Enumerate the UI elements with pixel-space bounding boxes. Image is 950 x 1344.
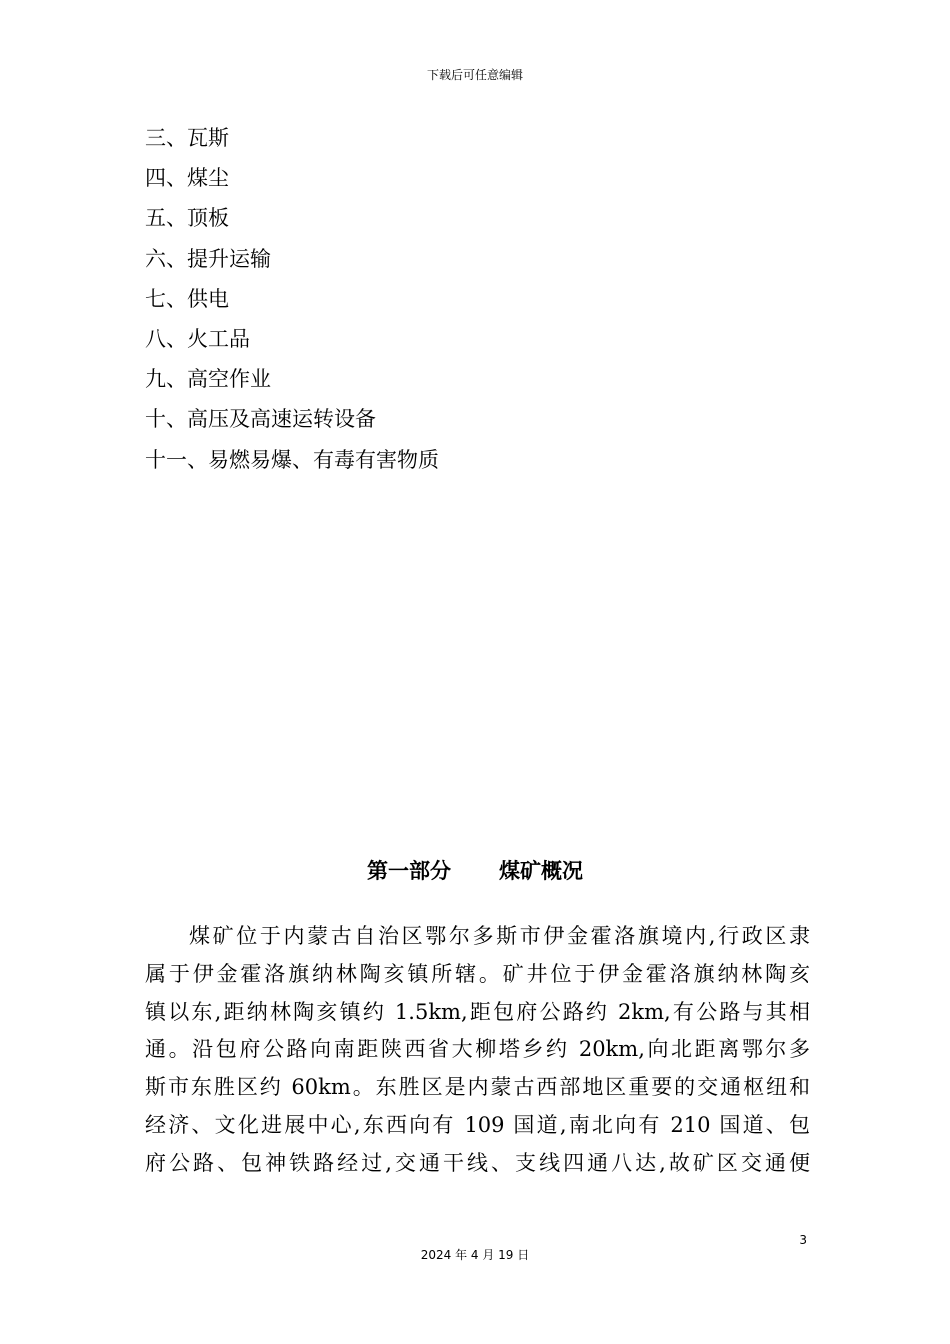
paragraph-line: 通。沿包府公路向南距陕西省大柳塔乡约 20km,向北距离鄂尔多 <box>145 1037 810 1062</box>
toc-item-power-supply: 七、供电 <box>145 286 229 311</box>
page-number: 3 <box>799 1233 807 1247</box>
paragraph-line: 属于伊金霍洛旗纳林陶亥镇所辖。矿井位于伊金霍洛旗纳林陶亥 <box>145 961 810 986</box>
table-of-contents <box>145 118 439 480</box>
toc-item-coal-dust: 四、煤尘 <box>145 166 229 191</box>
paragraph-line: 斯市东胜区约 60km。东胜区是内蒙古西部地区重要的交通枢纽和 <box>145 1075 810 1100</box>
section-heading <box>0 855 950 887</box>
toc-item-high-pressure-equipment: 十、高压及高速运转设备 <box>145 407 376 432</box>
toc-item-roof: 五、顶板 <box>145 206 229 231</box>
paragraph-line: 煤矿位于内蒙古自治区鄂尔多斯市伊金霍洛旗境内,行政区隶 <box>189 924 810 948</box>
toc-item-work-at-height: 九、高空作业 <box>145 367 271 392</box>
toc-item-explosives: 八、火工品 <box>145 326 250 351</box>
paragraph-line: 府公路、包神铁路经过,交通干线、支线四通八达,故矿区交通便 <box>145 1150 810 1175</box>
paragraph-line: 镇以东,距纳林陶亥镇约 1.5km,距包府公路约 2km,有公路与其相 <box>145 999 810 1024</box>
toc-item-hazardous-materials: 十一、易燃易爆、有毒有害物质 <box>145 447 439 472</box>
paragraph-line: 经济、文化进展中心,东西向有 109 国道,南北向有 210 国道、包 <box>145 1112 810 1137</box>
section-body-paragraph <box>145 918 810 1183</box>
section-title: 煤矿概况 <box>499 859 583 883</box>
toc-item-gas: 三、瓦斯 <box>145 126 229 150</box>
page-header: 下载后可任意编辑 <box>426 68 523 82</box>
page-footer-date: 2024 年 4 月 19 日 <box>420 1248 530 1262</box>
section-part-label: 第一部分 <box>367 859 451 883</box>
toc-item-hoisting-transport: 六、提升运输 <box>145 246 271 271</box>
